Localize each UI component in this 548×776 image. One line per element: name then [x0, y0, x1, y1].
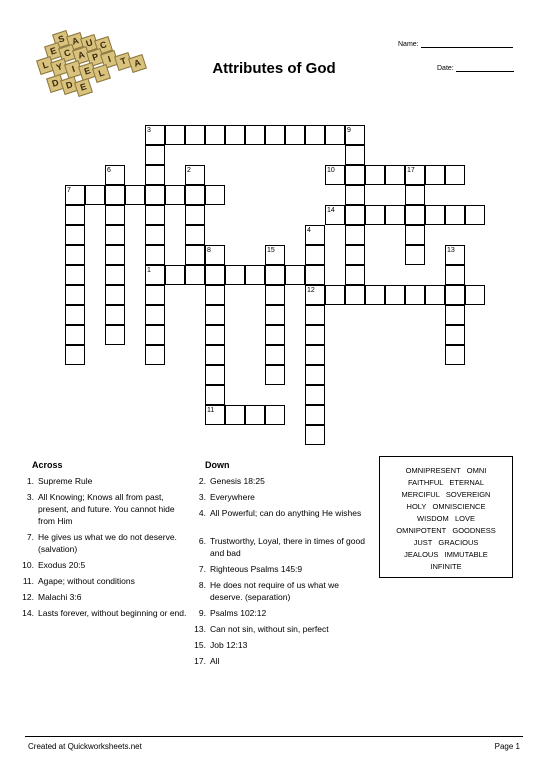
clue-number-12: 12	[307, 287, 315, 294]
logo-tile: A	[66, 32, 85, 51]
logo-tile: Y	[50, 58, 69, 77]
grid-cell[interactable]	[245, 405, 265, 425]
grid-cell[interactable]	[405, 185, 425, 205]
clue-text: Everywhere	[210, 492, 255, 502]
clue-number: 4.	[198, 508, 206, 518]
grid-cell[interactable]	[65, 285, 85, 305]
footer-divider	[25, 736, 523, 737]
grid-cell[interactable]	[145, 285, 165, 305]
clue-text: Psalms 102:12	[210, 608, 267, 618]
grid-cell[interactable]	[345, 185, 365, 205]
clue-item	[194, 639, 370, 651]
grid-cell[interactable]	[185, 125, 205, 145]
grid-cell[interactable]	[165, 265, 185, 285]
grid-cell[interactable]	[385, 165, 405, 185]
logo-tile: C	[94, 36, 113, 55]
clue-number: 15.	[194, 640, 206, 650]
grid-cell[interactable]	[265, 125, 285, 145]
clue-item	[194, 623, 370, 635]
grid-cell[interactable]	[105, 285, 125, 305]
logo-tile: T	[114, 52, 133, 71]
grid-cell[interactable]	[245, 265, 265, 285]
grid-cell[interactable]	[265, 305, 285, 325]
clue-text: All Knowing; Knows all from past, present, and future. You cannot hide from Him	[38, 492, 175, 526]
grid-cell[interactable]	[225, 125, 245, 145]
name-label: Name:	[398, 41, 419, 48]
clue-number-15: 15	[267, 247, 275, 254]
grid-cell[interactable]	[205, 185, 225, 205]
clue-text: Supreme Rule	[38, 476, 93, 486]
clue-item	[194, 579, 370, 603]
grid-cell[interactable]	[305, 265, 325, 285]
grid-cell[interactable]	[165, 125, 185, 145]
clue-number: 7.	[198, 564, 206, 574]
grid-cell[interactable]	[345, 145, 365, 165]
grid-cell[interactable]	[185, 225, 205, 245]
grid-cell[interactable]	[445, 305, 465, 325]
down-heading: Down	[205, 460, 230, 470]
logo-tile: I	[64, 60, 83, 79]
clue-number: 11.	[22, 576, 34, 586]
clue-item	[194, 535, 370, 559]
grid-cell[interactable]	[245, 125, 265, 145]
grid-cell[interactable]	[445, 165, 465, 185]
grid-cell[interactable]	[345, 165, 365, 185]
grid-cell[interactable]	[265, 285, 285, 305]
logo-tile: C	[58, 44, 77, 63]
grid-cell[interactable]	[285, 265, 305, 285]
logo-tile: L	[36, 56, 55, 75]
clue-number: 6.	[198, 536, 206, 546]
clue-number: 13.	[194, 624, 206, 634]
grid-cell[interactable]	[185, 185, 205, 205]
clue-text: Malachi 3:6	[38, 592, 82, 602]
clue-number: 9.	[198, 608, 206, 618]
logo-tile: L	[92, 64, 111, 83]
grid-cell[interactable]	[425, 205, 445, 225]
clue-item	[22, 559, 188, 571]
clue-text: Agape; without conditions	[38, 576, 135, 586]
word-bank-line: JUST GRACIOUS	[413, 538, 479, 547]
grid-cell[interactable]	[125, 185, 145, 205]
clue-number-11: 11	[207, 407, 215, 414]
clue-number-13: 13	[447, 247, 455, 254]
grid-cell[interactable]	[145, 205, 165, 225]
grid-cell[interactable]	[165, 185, 185, 205]
grid-cell[interactable]	[85, 185, 105, 205]
footer-credit: Created at Quickworksheets.net	[28, 742, 142, 751]
grid-cell[interactable]	[65, 265, 85, 285]
grid-cell[interactable]	[185, 265, 205, 285]
grid-cell[interactable]	[405, 205, 425, 225]
clue-number-3: 3	[147, 127, 151, 134]
clue-item	[194, 655, 370, 667]
logo-tile: D	[60, 76, 79, 95]
clue-item	[194, 507, 370, 519]
grid-cell[interactable]	[145, 165, 165, 185]
clue-item	[194, 475, 370, 487]
clue-number-1: 1	[147, 267, 151, 274]
grid-cell[interactable]	[305, 345, 325, 365]
grid-cell[interactable]	[225, 265, 245, 285]
clue-number: 17.	[194, 656, 206, 666]
grid-cell[interactable]	[145, 345, 165, 365]
clue-text: Righteous Psalms 145:9	[210, 564, 303, 574]
grid-cell[interactable]	[265, 325, 285, 345]
grid-cell[interactable]	[345, 205, 365, 225]
grid-cell[interactable]	[105, 265, 125, 285]
grid-cell[interactable]	[145, 185, 165, 205]
grid-cell[interactable]	[265, 365, 285, 385]
clue-number: 3.	[198, 492, 206, 502]
grid-cell[interactable]	[445, 265, 465, 285]
clue-number-14: 14	[327, 207, 335, 214]
clue-text: Lasts forever, without beginning or end.	[38, 608, 187, 618]
grid-cell[interactable]	[385, 285, 405, 305]
grid-cell[interactable]	[365, 205, 385, 225]
grid-cell[interactable]	[285, 125, 305, 145]
clue-number: 12.	[22, 592, 34, 602]
grid-cell[interactable]	[65, 245, 85, 265]
grid-cell[interactable]	[345, 265, 365, 285]
logo-tile: E	[78, 62, 97, 81]
clue-number: 10.	[22, 560, 34, 570]
grid-cell[interactable]	[205, 125, 225, 145]
clue-number-9: 9	[347, 127, 351, 134]
logo-tile: A	[72, 46, 91, 65]
clue-number-10: 10	[327, 167, 335, 174]
grid-cell[interactable]	[205, 385, 225, 405]
clue-text: Exodus 20:5	[38, 560, 86, 570]
grid-cell[interactable]	[325, 125, 345, 145]
grid-cell[interactable]	[345, 285, 365, 305]
clue-text: All Powerful; can do anything He wishes	[210, 508, 362, 518]
clue-number-17: 17	[407, 167, 415, 174]
word-bank-line: INFINITE	[430, 562, 462, 571]
clue-number: 7.	[26, 532, 34, 542]
clue-number: 3.	[26, 492, 34, 502]
grid-cell[interactable]	[145, 145, 165, 165]
clue-number: 8.	[198, 580, 206, 590]
clue-number-2: 2	[187, 167, 191, 174]
clue-number: 14.	[22, 608, 34, 618]
grid-cell[interactable]	[345, 225, 365, 245]
grid-cell[interactable]	[105, 305, 125, 325]
logo-tile: A	[128, 54, 147, 73]
grid-cell[interactable]	[265, 345, 285, 365]
grid-cell[interactable]	[265, 405, 285, 425]
grid-cell[interactable]	[445, 345, 465, 365]
grid-cell[interactable]	[145, 325, 165, 345]
clue-number-4: 4	[307, 227, 311, 234]
grid-cell[interactable]	[205, 365, 225, 385]
logo-tile: D	[46, 74, 65, 93]
grid-cell[interactable]	[205, 305, 225, 325]
grid-cell[interactable]	[465, 205, 485, 225]
clue-text: Can not sin, without sin, perfect	[210, 624, 329, 634]
clue-item	[22, 475, 188, 487]
grid-cell[interactable]	[145, 245, 165, 265]
word-bank-line: MERCIFUL SOVEREIGN	[401, 490, 491, 499]
logo-tile: S	[52, 30, 71, 49]
clue-item	[22, 491, 188, 527]
clue-text: Job 12:13	[210, 640, 248, 650]
grid-cell[interactable]	[405, 285, 425, 305]
clue-item	[22, 575, 188, 587]
grid-cell[interactable]	[405, 245, 425, 265]
grid-cell[interactable]	[65, 305, 85, 325]
grid-cell[interactable]	[65, 325, 85, 345]
clue-text: All	[210, 656, 220, 666]
grid-cell[interactable]	[205, 345, 225, 365]
word-bank-line: WISDOM LOVE	[417, 514, 475, 523]
grid-cell[interactable]	[305, 125, 325, 145]
word-bank	[379, 456, 513, 578]
grid-cell[interactable]	[305, 365, 325, 385]
word-bank-line: FAITHFUL ETERNAL	[408, 478, 484, 487]
grid-cell[interactable]	[425, 165, 445, 185]
clue-text: He does not require of us what we deserve. (separation)	[210, 580, 339, 602]
grid-cell[interactable]	[465, 285, 485, 305]
grid-cell[interactable]	[105, 245, 125, 265]
word-bank-line: OMNIPOTENT GOODNESS	[396, 526, 496, 535]
clue-item	[194, 491, 370, 503]
grid-cell[interactable]	[105, 205, 125, 225]
grid-cell[interactable]	[105, 325, 125, 345]
grid-cell[interactable]	[105, 225, 125, 245]
grid-cell[interactable]	[445, 285, 465, 305]
across-heading: Across	[32, 460, 63, 470]
grid-cell[interactable]	[405, 225, 425, 245]
clue-text: Genesis 18:25	[210, 476, 265, 486]
word-bank-line: OMNIPRESENT OMNI	[405, 466, 487, 475]
grid-cell[interactable]	[305, 385, 325, 405]
grid-cell[interactable]	[105, 185, 125, 205]
grid-cell[interactable]	[185, 205, 205, 225]
clue-item	[194, 607, 370, 619]
footer-page-number: Page 1	[494, 742, 520, 751]
clue-item	[22, 591, 188, 603]
grid-cell[interactable]	[205, 325, 225, 345]
grid-cell[interactable]	[145, 305, 165, 325]
logo-tile: E	[74, 78, 93, 97]
grid-cell[interactable]	[65, 225, 85, 245]
grid-cell[interactable]	[205, 285, 225, 305]
grid-cell[interactable]	[385, 205, 405, 225]
clue-text: Trustworthy, Loyal, there in times of good and bad	[210, 536, 365, 558]
grid-cell[interactable]	[445, 205, 465, 225]
clue-number: 1.	[26, 476, 34, 486]
grid-cell[interactable]	[225, 405, 245, 425]
logo-tile: E	[44, 42, 63, 61]
grid-cell[interactable]	[365, 165, 385, 185]
word-bank-line: JEALOUS IMMUTABLE	[404, 550, 488, 559]
grid-cell[interactable]	[345, 245, 365, 265]
date-label: Date:	[437, 65, 454, 72]
clue-item	[22, 607, 188, 619]
grid-cell[interactable]	[305, 325, 325, 345]
grid-cell[interactable]	[365, 285, 385, 305]
grid-cell[interactable]	[305, 245, 325, 265]
grid-cell[interactable]	[65, 205, 85, 225]
clue-number: 2.	[198, 476, 206, 486]
grid-cell[interactable]	[145, 225, 165, 245]
logo-tile: I	[100, 50, 119, 69]
clue-number-7: 7	[67, 187, 71, 194]
clue-text: He gives us what we do not deserve. (salvation)	[38, 532, 177, 554]
clue-item	[194, 563, 370, 575]
grid-cell[interactable]	[265, 265, 285, 285]
grid-cell[interactable]	[305, 425, 325, 445]
clue-number-6: 6	[107, 167, 111, 174]
grid-cell[interactable]	[65, 345, 85, 365]
grid-cell[interactable]	[205, 265, 225, 285]
grid-cell[interactable]	[305, 305, 325, 325]
clue-number-8: 8	[207, 247, 211, 254]
grid-cell[interactable]	[185, 245, 205, 265]
logo-tile: P	[86, 48, 105, 67]
grid-cell[interactable]	[325, 285, 345, 305]
grid-cell[interactable]	[425, 285, 445, 305]
grid-cell[interactable]	[445, 325, 465, 345]
logo-tile: U	[80, 34, 99, 53]
page-title: Attributes of God	[212, 60, 336, 77]
clue-item	[22, 531, 188, 555]
word-bank-line: HOLY OMNISCIENCE	[406, 502, 486, 511]
grid-cell[interactable]	[305, 405, 325, 425]
